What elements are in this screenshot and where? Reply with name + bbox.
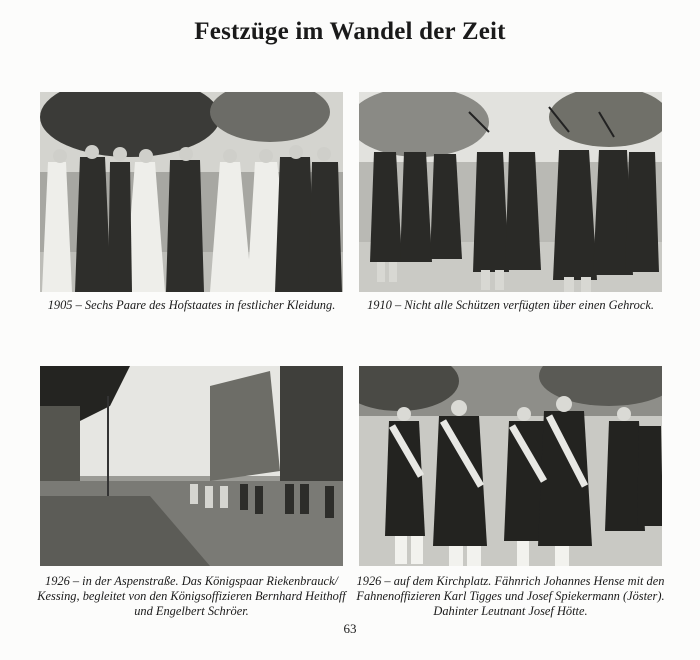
caption-line: Fahnenoffizieren Karl Tigges und Josef Spiekermann (Jöster). — [356, 589, 665, 603]
caption-line: 1910 – Nicht alle Schützen verfügten über einen Gehrock. — [367, 298, 654, 312]
page-number: 63 — [343, 621, 357, 636]
caption-line: 1926 – in der Aspenstraße. Das Königspaar Riekenbrauck/ — [45, 574, 338, 588]
caption-line: 1905 – Sechs Paare des Hofstaates in festlicher Kleidung. — [47, 298, 336, 312]
caption-line: Kessing, begleitet von den Königsoffizieren Bernhard Heithoff — [37, 589, 346, 603]
caption-line: 1926 – auf dem Kirchplatz. Fähnrich Johannes Hense mit den — [356, 574, 665, 588]
caption-1926-kirchplatz — [355, 574, 666, 619]
caption-line: Dahinter Leutnant Josef Hötte. — [433, 604, 588, 618]
caption-1910 — [355, 298, 666, 313]
caption-1905 — [36, 298, 347, 313]
photo-1926-kirchplatz — [359, 366, 662, 566]
caption-line: und Engelbert Schröer. — [134, 604, 249, 618]
caption-1926-aspenstrasse — [36, 574, 347, 619]
page-title: Festzüge im Wandel der Zeit — [194, 18, 506, 45]
photo-1926-aspenstrasse — [40, 366, 343, 566]
photo-1910-marchers — [359, 92, 662, 292]
photo-1905-couples — [40, 92, 343, 292]
